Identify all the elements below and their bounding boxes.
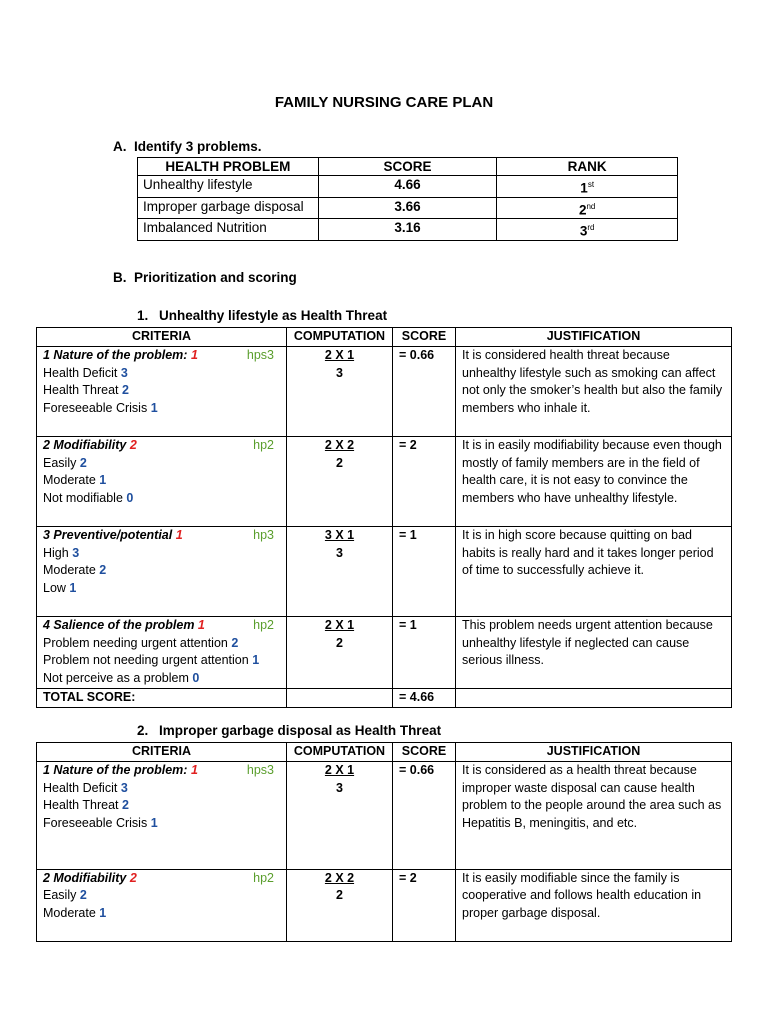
computation-cell xyxy=(287,526,393,616)
computation-denominator: 2 xyxy=(336,888,343,903)
hp-label: hps3 xyxy=(246,762,274,777)
threat-1-title: Unhealthy lifestyle as Health Threat xyxy=(159,308,388,323)
criteria-title: 2 Modifiability 2 hp2 xyxy=(43,870,280,888)
justification-cell: This problem needs urgent attention because unhealthy lifestyle if neglected can cause serious illness. xyxy=(456,616,732,688)
threat-2-heading xyxy=(137,723,441,738)
criteria-option: Moderate 1 xyxy=(43,473,107,488)
criteria-option: Health Threat 2 xyxy=(43,383,129,398)
score-cell: = 1 xyxy=(393,616,456,688)
justification-cell: It is in high score because quitting on bad habits is really hard and it takes longer period of time to successfully achieve it. xyxy=(456,526,732,616)
problem-rank-table xyxy=(137,157,678,241)
computation-numerator: 2 X 1 xyxy=(324,347,355,362)
header-justification: JUSTIFICATION xyxy=(456,743,732,762)
threat-2-title: Improper garbage disposal as Health Threat xyxy=(159,723,442,738)
header-criteria: CRITERIA xyxy=(37,328,287,347)
score-cell: = 0.66 xyxy=(393,346,456,436)
criteria-option: Easily 2 xyxy=(43,455,87,470)
section-b-heading xyxy=(113,270,297,285)
justification-cell: It is in easily modifiability because even though mostly of family members are in the field of health care, it is not easy to convince the members who have unhealthy lifestyle. xyxy=(456,436,732,526)
criteria-cell xyxy=(37,436,287,526)
criteria-cell xyxy=(37,346,287,436)
justification-cell: It is considered as a health threat because improper waste disposal can cause health problem to the people around the area such as Hepatitis B, meningitis, and etc. xyxy=(456,761,732,869)
problem-rank: 3rd xyxy=(497,219,678,241)
computation-denominator: 3 xyxy=(336,780,343,795)
criteria-header-row xyxy=(37,328,732,347)
criteria-body xyxy=(37,761,732,941)
criteria-title: 4 Salience of the problem 1 hp2 xyxy=(43,617,280,635)
rank-header-row xyxy=(138,158,678,176)
section-a-marker: A. xyxy=(113,139,127,154)
criteria-option: Health Threat 2 xyxy=(43,798,129,813)
criteria-option: Foreseeable Crisis 1 xyxy=(43,401,158,416)
criteria-row xyxy=(37,346,732,436)
header-computation: COMPUTATION xyxy=(287,743,393,762)
criteria-option: Foreseeable Crisis 1 xyxy=(43,816,158,831)
computation-cell xyxy=(287,616,393,688)
problem-score: 4.66 xyxy=(318,176,497,198)
criteria-option: Problem not needing urgent attention 1 xyxy=(43,653,260,668)
criteria-body xyxy=(37,346,732,688)
criteria-option: Moderate 1 xyxy=(43,906,107,921)
criteria-row xyxy=(37,869,732,941)
table-row xyxy=(138,197,678,219)
criteria-header-row xyxy=(37,743,732,762)
computation-denominator: 2 xyxy=(336,455,343,470)
computation-cell xyxy=(287,869,393,941)
criteria-row xyxy=(37,616,732,688)
criteria-row xyxy=(37,761,732,869)
criteria-option: Problem needing urgent attention 2 xyxy=(43,635,239,650)
justification-cell: It is easily modifiable since the family is cooperative and follows health education in proper garbage disposal. xyxy=(456,869,732,941)
threat-1-table xyxy=(36,327,732,708)
problem-rank: 1st xyxy=(497,176,678,198)
criteria-option: Not modifiable 0 xyxy=(43,491,134,506)
header-score: SCORE xyxy=(393,743,456,762)
total-row xyxy=(37,688,732,707)
total-computation xyxy=(287,688,393,707)
total-label: TOTAL SCORE: xyxy=(37,688,287,707)
computation-numerator: 2 X 1 xyxy=(324,617,355,632)
threat-2-number: 2. xyxy=(137,723,149,738)
criteria-title: 1 Nature of the problem: 1 hps3 xyxy=(43,762,280,780)
criteria-option: Easily 2 xyxy=(43,888,87,903)
hp-label: hps3 xyxy=(246,347,274,362)
criteria-cell xyxy=(37,526,287,616)
score-cell: = 1 xyxy=(393,526,456,616)
hp-label: hp3 xyxy=(253,527,274,542)
hp-label: hp2 xyxy=(253,870,274,885)
section-b-marker: B. xyxy=(113,270,127,285)
criteria-title: 3 Preventive/potential 1 hp3 xyxy=(43,527,280,545)
header-rank: RANK xyxy=(497,158,678,176)
computation-cell xyxy=(287,346,393,436)
score-cell: = 2 xyxy=(393,436,456,526)
criteria-option: High 3 xyxy=(43,545,80,560)
header-score: SCORE xyxy=(318,158,497,176)
computation-numerator: 2 X 2 xyxy=(324,437,355,452)
section-a-heading xyxy=(113,139,262,154)
total-value: = 4.66 xyxy=(393,688,456,707)
header-criteria: CRITERIA xyxy=(37,743,287,762)
problem-score: 3.66 xyxy=(318,197,497,219)
computation-cell xyxy=(287,436,393,526)
criteria-row xyxy=(37,526,732,616)
threat-1-number: 1. xyxy=(137,308,149,323)
criteria-cell xyxy=(37,761,287,869)
justification-cell: It is considered health threat because unhealthy lifestyle such as smoking can affect not only the smoker’s health but also the family members who inhale it. xyxy=(456,346,732,436)
header-score: SCORE xyxy=(393,328,456,347)
criteria-title: 1 Nature of the problem: 1 hps3 xyxy=(43,347,280,365)
table-row xyxy=(138,219,678,241)
computation-numerator: 2 X 1 xyxy=(324,762,355,777)
score-cell: = 2 xyxy=(393,869,456,941)
criteria-cell xyxy=(37,869,287,941)
computation-numerator: 2 X 2 xyxy=(324,870,355,885)
criteria-option: Not perceive as a problem 0 xyxy=(43,671,200,686)
header-health-problem: HEALTH PROBLEM xyxy=(138,158,319,176)
hp-label: hp2 xyxy=(253,437,274,452)
criteria-title: 2 Modifiability 2 hp2 xyxy=(43,437,280,455)
hp-label: hp2 xyxy=(253,617,274,632)
computation-denominator: 3 xyxy=(336,545,343,560)
header-computation: COMPUTATION xyxy=(287,328,393,347)
threat-2-table xyxy=(36,742,732,942)
criteria-row xyxy=(37,436,732,526)
criteria-option: Low 1 xyxy=(43,581,77,596)
criteria-option: Health Deficit 3 xyxy=(43,780,128,795)
threat-1-heading xyxy=(137,308,387,323)
section-a-title: Identify 3 problems. xyxy=(134,139,262,154)
computation-cell xyxy=(287,761,393,869)
criteria-option: Health Deficit 3 xyxy=(43,365,128,380)
problem-name: Unhealthy lifestyle xyxy=(138,176,319,198)
score-cell: = 0.66 xyxy=(393,761,456,869)
problem-rank: 2nd xyxy=(497,197,678,219)
criteria-cell xyxy=(37,616,287,688)
problem-name: Imbalanced Nutrition xyxy=(138,219,319,241)
section-b-title: Prioritization and scoring xyxy=(134,270,297,285)
header-justification: JUSTIFICATION xyxy=(456,328,732,347)
problem-score: 3.16 xyxy=(318,219,497,241)
total-justification xyxy=(456,688,732,707)
criteria-option: Moderate 2 xyxy=(43,563,107,578)
problem-name: Improper garbage disposal xyxy=(138,197,319,219)
page-title: FAMILY NURSING CARE PLAN xyxy=(274,94,494,111)
computation-denominator: 2 xyxy=(336,635,343,650)
computation-denominator: 3 xyxy=(336,365,343,380)
computation-numerator: 3 X 1 xyxy=(324,527,355,542)
table-row xyxy=(138,176,678,198)
